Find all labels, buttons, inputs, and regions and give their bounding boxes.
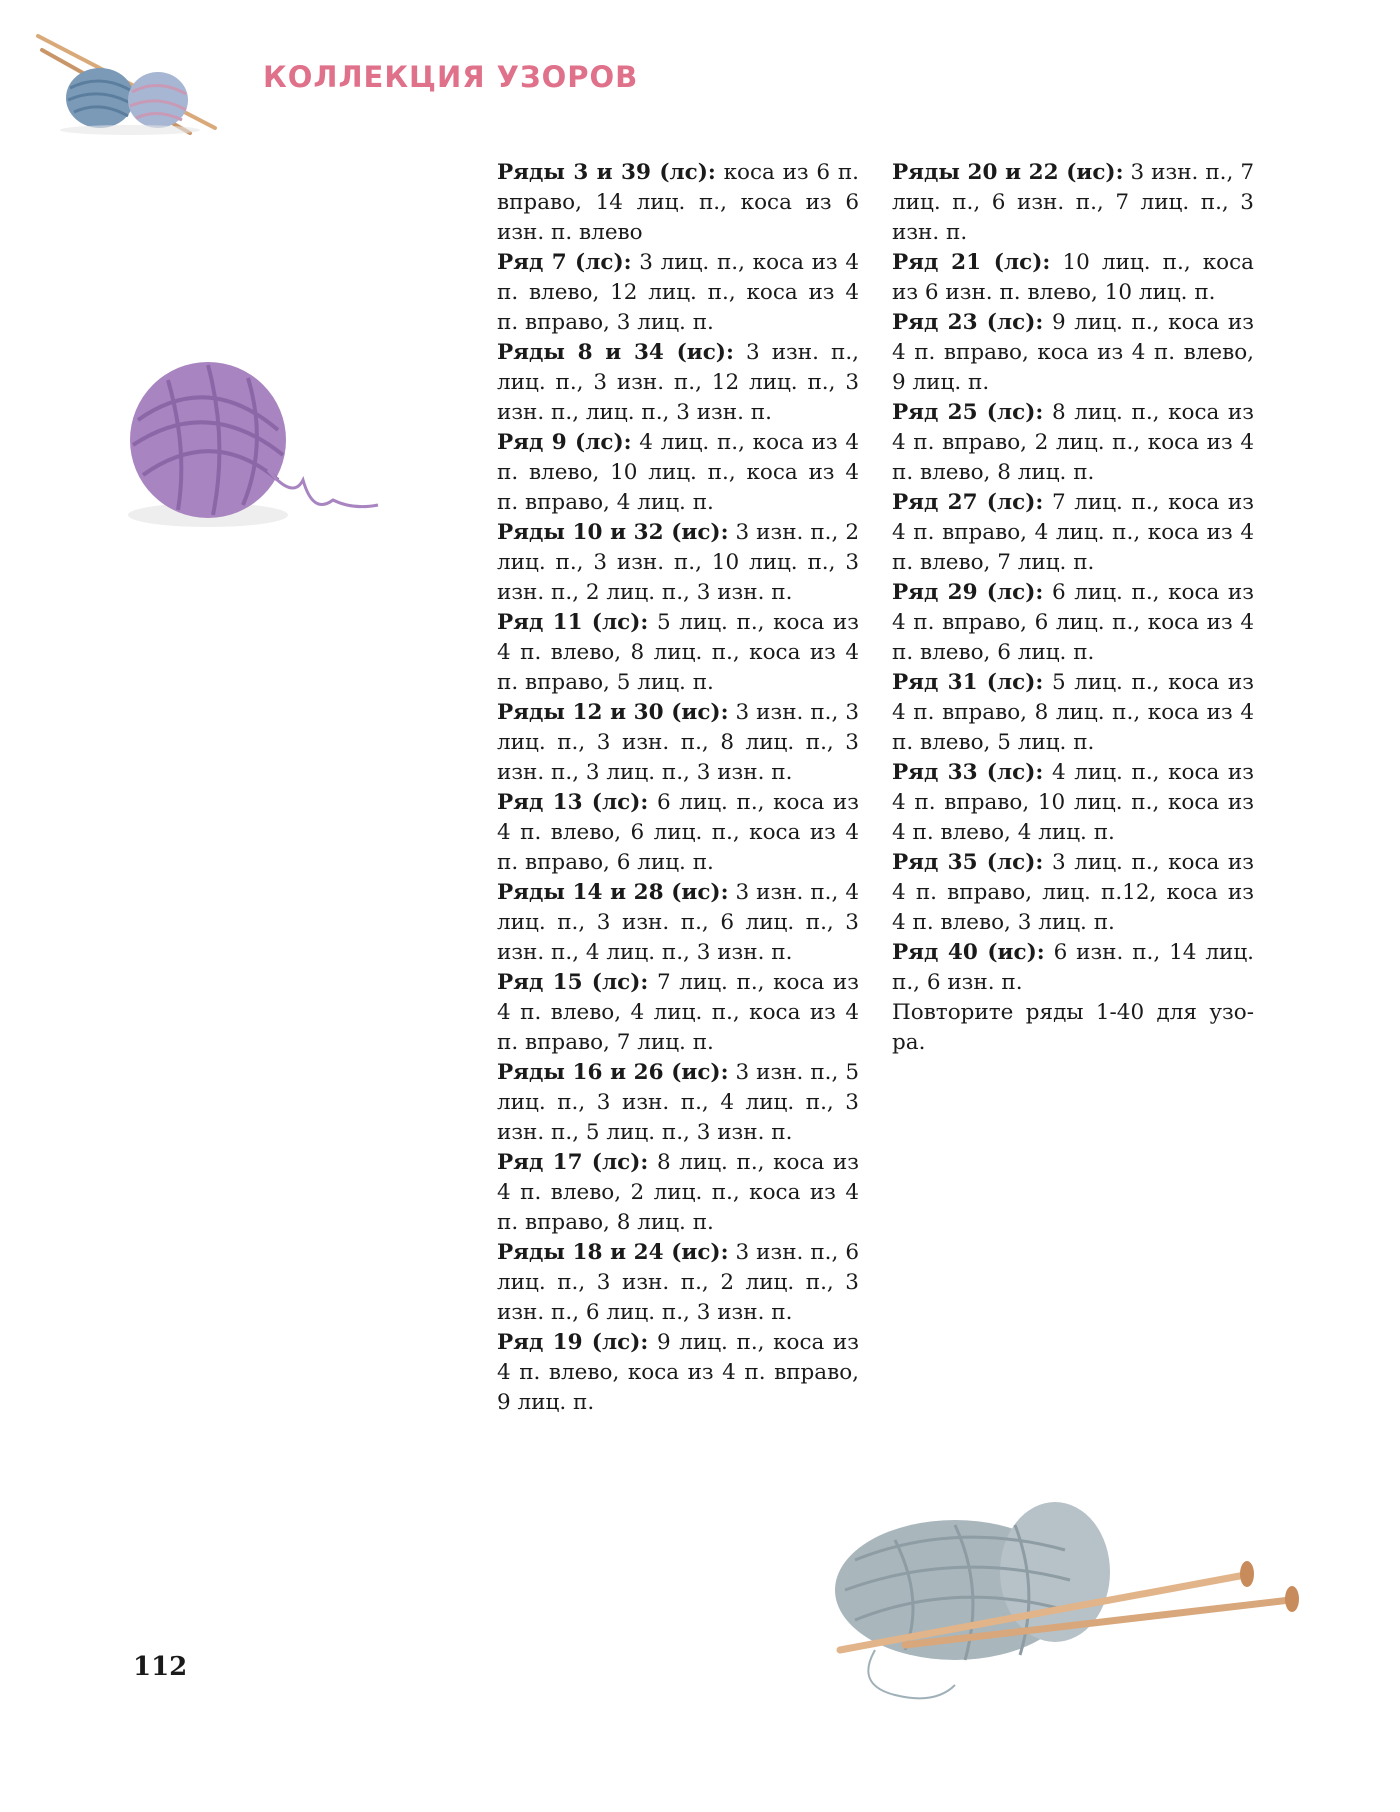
instruction-row [497, 338, 859, 428]
repeat-note-text: Повторите ряды 1-40 для узора. [892, 1000, 1254, 1055]
row-text: 7 лиц. п., коса из 4 п. влево, 4 лиц. п., коса из 4 п. вправо, 7 лиц. п. [497, 970, 859, 1055]
instruction-row [497, 158, 859, 248]
row-label: Ряд 40 (ис): [892, 940, 1045, 965]
row-label: Ряд 27 (лс): [892, 490, 1044, 515]
row-text: 3 изн. п., 5 лиц. п., 3 изн. п., 4 лиц. п., 3 изн. п., 5 лиц. п., 3 изн. п. [497, 1060, 859, 1145]
row-text: 3 изн. п., 6 лиц. п., 3 изн. п., 2 лиц. п., 3 изн. п., 6 лиц. п., 3 изн. п. [497, 1240, 859, 1325]
row-text: 3 изн. п., 7 лиц. п., 6 изн. п., 7 лиц. п., 3 изн. п. [892, 160, 1254, 245]
section-title: КОЛЛЕКЦИЯ УЗОРОВ [263, 60, 639, 94]
instruction-row [497, 698, 859, 788]
row-label: Ряды 18 и 24 (ис): [497, 1240, 729, 1265]
instruction-row [892, 668, 1254, 758]
row-text: 6 лиц. п., коса из 4 п. влево, 6 лиц. п., коса из 4 п. вправо, 6 лиц. п. [497, 790, 859, 875]
row-label: Ряды 8 и 34 (ис): [497, 340, 734, 365]
row-label: Ряд 19 (лс): [497, 1330, 649, 1355]
instruction-row [497, 1238, 859, 1328]
row-text: 3 лиц. п., коса из 4 п. вправо, лиц. п.12, коса из 4 п. влево, 3 лиц. п. [892, 850, 1254, 935]
instruction-row [497, 518, 859, 608]
row-text: 5 лиц. п., коса из 4 п. влево, 8 лиц. п., коса из 4 п. вправо, 5 лиц. п. [497, 610, 859, 695]
instruction-row [892, 848, 1254, 938]
row-text: 3 изн. п., 4 лиц. п., 3 изн. п., 6 лиц. п., 3 изн. п., 4 лиц. п., 3 изн. п. [497, 880, 859, 965]
row-label: Ряд 9 (лс): [497, 430, 632, 455]
row-label: Ряд 7 (лс): [497, 250, 632, 275]
yarn-needles-header-illustration [30, 28, 220, 138]
row-text: 8 лиц. п., коса из 4 п. влево, 2 лиц. п., коса из 4 п. вправо, 8 лиц. п. [497, 1150, 859, 1235]
row-text: 3 изн. п., 3 лиц. п., 3 изн. п., 8 лиц. п., 3 изн. п., 3 лиц. п., 3 изн. п. [497, 700, 859, 785]
instruction-row [892, 488, 1254, 578]
lavender-yarn-ball-illustration [118, 350, 388, 550]
row-text: 9 лиц. п., коса из 4 п. вправо, коса из 4 п. влево, 9 лиц. п. [892, 310, 1254, 395]
row-label: Ряды 20 и 22 (ис): [892, 160, 1124, 185]
right-column [892, 158, 1254, 1058]
row-text: 8 лиц. п., коса из 4 п. вправо, 2 лиц. п., коса из 4 п. влево, 8 лиц. п. [892, 400, 1254, 485]
instruction-row [497, 788, 859, 878]
row-text: 3 изн. п., лиц. п., 3 изн. п., 12 лиц. п., 3 изн. п., лиц. п., 3 изн. п. [497, 340, 859, 425]
instruction-row [497, 428, 859, 518]
row-text: 10 лиц. п., коса из 6 изн. п. влево, 10 лиц. п. [892, 250, 1254, 305]
instruction-row [497, 1328, 859, 1418]
left-column [497, 158, 859, 1418]
instruction-row [892, 248, 1254, 308]
row-text: 5 лиц. п., коса из 4 п. вправо, 8 лиц. п., коса из 4 п. влево, 5 лиц. п. [892, 670, 1254, 755]
instruction-row [497, 968, 859, 1058]
row-text: 6 изн. п., 14 лиц. п., 6 изн. п. [892, 940, 1254, 995]
instruction-row [497, 1148, 859, 1238]
row-text: 3 лиц. п., коса из 4 п. влево, 12 лиц. п., коса из 4 п. вправо, 3 лиц. п. [497, 250, 860, 335]
instruction-row [497, 1058, 859, 1148]
row-label: Ряд 25 (лс): [892, 400, 1044, 425]
repeat-note [892, 998, 1254, 1058]
instruction-row [497, 878, 859, 968]
page-number: 112 [133, 1652, 188, 1682]
row-label: Ряды 12 и 30 (ис): [497, 700, 729, 725]
row-text: 3 изн. п., 2 лиц. п., 3 изн. п., 10 лиц. п., 3 изн. п., 2 лиц. п., 3 изн. п. [497, 520, 859, 605]
row-label: Ряд 35 (лс): [892, 850, 1044, 875]
row-text: 9 лиц. п., коса из 4 п. влево, коса из 4 п. вправо, 9 лиц. п. [497, 1330, 859, 1415]
instruction-row [497, 608, 859, 698]
instruction-row [497, 248, 859, 338]
row-label: Ряд 33 (лс): [892, 760, 1044, 785]
row-label: Ряд 15 (лс): [497, 970, 649, 995]
row-label: Ряд 21 (лс): [892, 250, 1051, 275]
row-text: 4 лиц. п., коса из 4 п. влево, 10 лиц. п., коса из 4 п. вправо, 4 лиц. п. [497, 430, 860, 515]
row-label: Ряд 11 (лс): [497, 610, 649, 635]
row-text: 7 лиц. п., коса из 4 п. вправо, 4 лиц. п., коса из 4 п. влево, 7 лиц. п. [892, 490, 1254, 575]
row-text: коса из 6 п. вправо, 14 лиц. п., коса из 6 изн. п. влево [497, 160, 859, 245]
instruction-row [892, 158, 1254, 248]
instruction-row [892, 758, 1254, 848]
row-label: Ряд 31 (лс): [892, 670, 1044, 695]
row-label: Ряды 16 и 26 (ис): [497, 1060, 729, 1085]
row-label: Ряд 13 (лс): [497, 790, 649, 815]
row-label: Ряд 29 (лс): [892, 580, 1044, 605]
instruction-row [892, 398, 1254, 488]
instruction-row [892, 578, 1254, 668]
row-label: Ряд 17 (лс): [497, 1150, 649, 1175]
row-text: 4 лиц. п., коса из 4 п. вправо, 10 лиц. п., коса из 4 п. влево, 4 лиц. п. [892, 760, 1254, 845]
instruction-row [892, 938, 1254, 998]
row-label: Ряд 23 (лс): [892, 310, 1044, 335]
row-text: 6 лиц. п., коса из 4 п. вправо, 6 лиц. п., коса из 4 п. влево, 6 лиц. п. [892, 580, 1254, 665]
grey-yarn-skein-needles-illustration [815, 1480, 1315, 1720]
row-label: Ряды 14 и 28 (ис): [497, 880, 729, 905]
row-label: Ряды 10 и 32 (ис): [497, 520, 729, 545]
row-label: Ряды 3 и 39 (лс): [497, 160, 716, 185]
instruction-row [892, 308, 1254, 398]
